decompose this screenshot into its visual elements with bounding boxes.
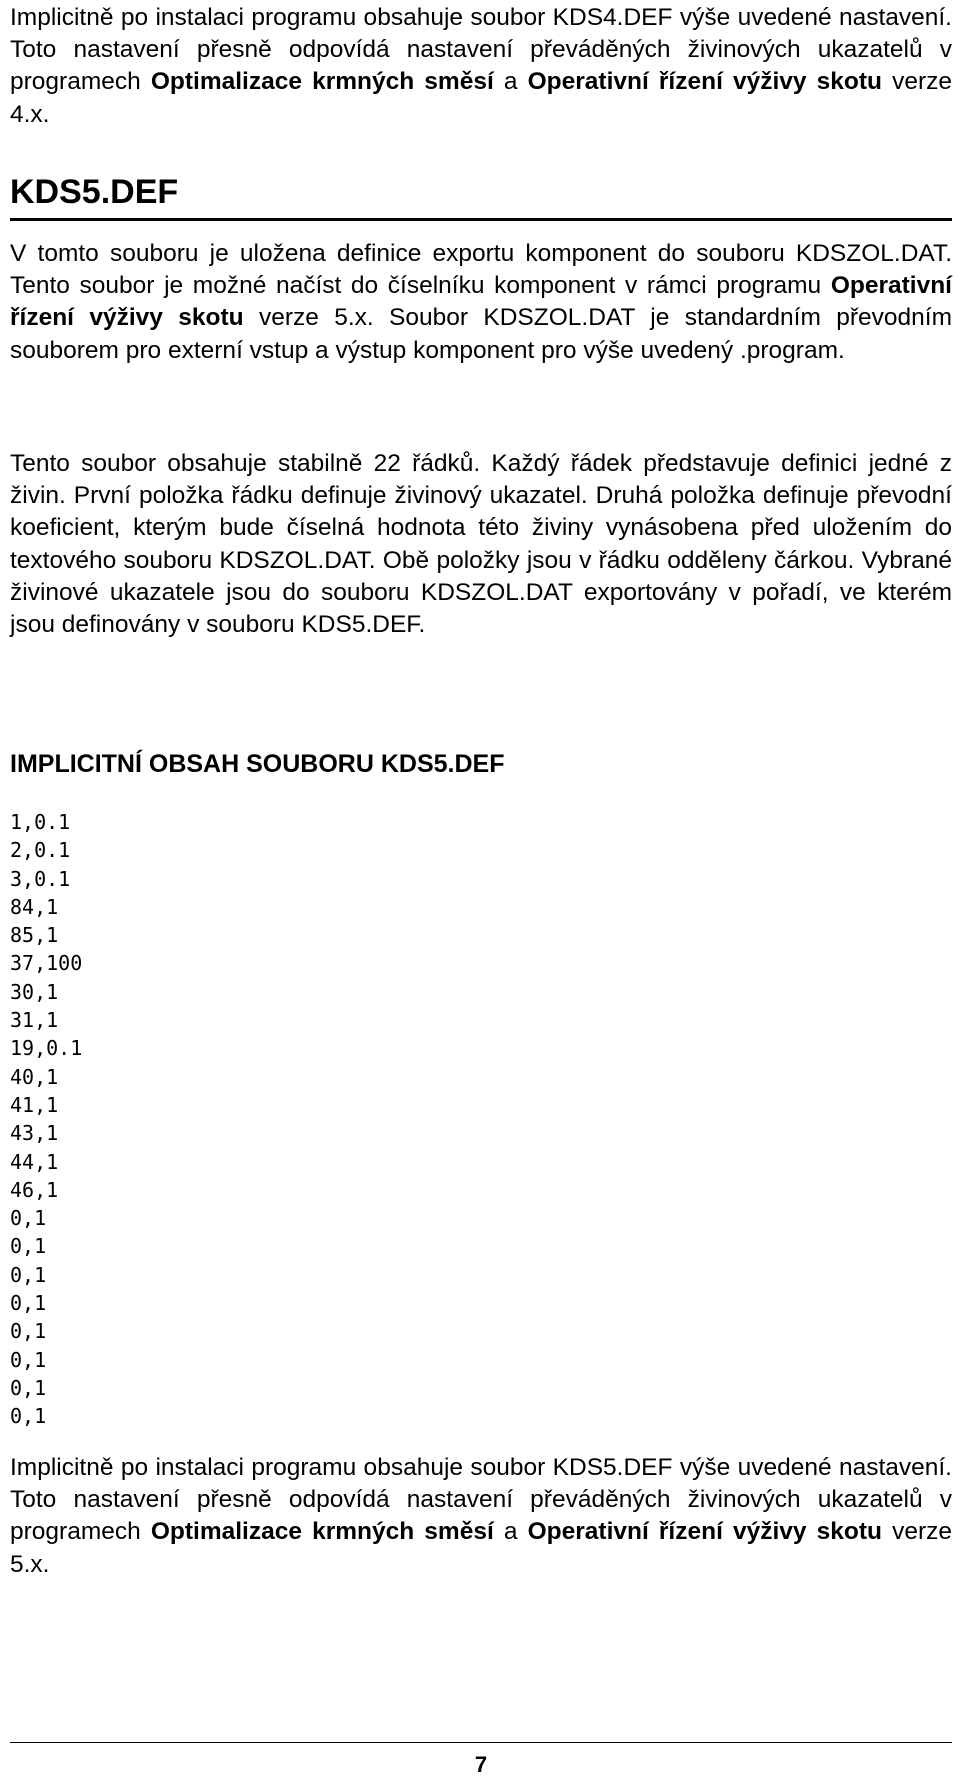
code-line: 0,1 [10,1319,47,1344]
footer-rule [10,1742,952,1743]
content-heading: IMPLICITNÍ OBSAH SOUBORU KDS5.DEF [10,750,505,778]
code-line: 46,1 [10,1177,59,1202]
code-line: 30,1 [10,979,59,1004]
code-line: 40,1 [10,1064,59,1089]
code-line: 0,1 [10,1234,47,1259]
page-number: 7 [474,1752,488,1777]
code-line: 19,0.1 [10,1036,83,1061]
intro-text-2: a [493,68,528,96]
code-line: 0,1 [10,1347,47,1372]
section-p1-text-2: verze 5.x. Soubor KDSZOL.DAT je standardním převodním souborem pro externí vstup a výstup komponent pro výše uvedený .program. [10,304,952,364]
closing-text-3: verze 5.x. [10,1518,952,1578]
intro-bold-program-2: Operativní řízení výživy skotu [527,68,882,96]
closing-paragraph [10,1452,952,1581]
code-line: 0,1 [10,1404,47,1429]
code-line: 41,1 [10,1092,59,1117]
section-paragraph-1 [10,238,952,367]
intro-text-3: verze 4.x. [10,68,952,128]
intro-bold-program-1: Optimalizace krmných směsí [150,68,494,96]
code-line: 3,0.1 [10,866,71,891]
code-line: 84,1 [10,894,59,919]
section-title: KDS5.DEF [10,173,179,211]
code-line: 0,1 [10,1375,47,1400]
intro-text-1: Implicitně po instalaci programu obsahuje soubor KDS4.DEF výše uvedené nastavení. Toto nastavení přesně odpovídá nastavení převáděných živinových ukazatelů v programech [10,4,952,96]
code-line: 85,1 [10,923,59,948]
section-p1-text-1: V tomto souboru je uložena definice exportu komponent do souboru KDSZOL.DAT. Tento soubor je možné načíst do číselníku komponent v rámci programu [10,240,952,300]
closing-bold-program-1: Optimalizace krmných směsí [150,1518,494,1546]
code-line: 1,0.1 [10,810,71,834]
code-line: 31,1 [10,1008,59,1033]
code-line: 0,1 [10,1291,47,1316]
section-p1-bold-program: Operativní řízení výživy skotu [10,272,952,332]
section-paragraph-2: Tento soubor obsahuje stabilně 22 řádků. Každý řádek představuje definici jedné z živin. První položka řádku definuje živinový ukazatel. Druhá položka definuje převodní koeficient, kterým bude číselná hodnota této živiny vynásobena před uložením do textového souboru KDSZOL.DAT. Obě položky jsou v řádku odděleny čárkou. Vybrané živinové ukazatele jsou do souboru KDSZOL.DAT exportovány v pořadí, ve kterém jsou definovány v souboru KDS5.DEF. [10,450,952,639]
code-line: 0,1 [10,1262,47,1287]
section-title-rule [10,218,952,221]
code-line: 44,1 [10,1149,59,1174]
code-line: 37,100 [10,951,83,976]
code-line: 2,0.1 [10,838,71,863]
intro-paragraph [10,2,952,131]
code-line: 0,1 [10,1206,47,1231]
closing-text-2: a [493,1518,528,1546]
closing-bold-program-2: Operativní řízení výživy skotu [527,1518,882,1546]
closing-text-1: Implicitně po instalaci programu obsahuje soubor KDS5.DEF výše uvedené nastavení. Toto nastavení přesně odpovídá nastavení převáděných živinových ukazatelů v programech [10,1454,952,1546]
code-line: 43,1 [10,1121,59,1146]
code-lines [10,808,82,1431]
